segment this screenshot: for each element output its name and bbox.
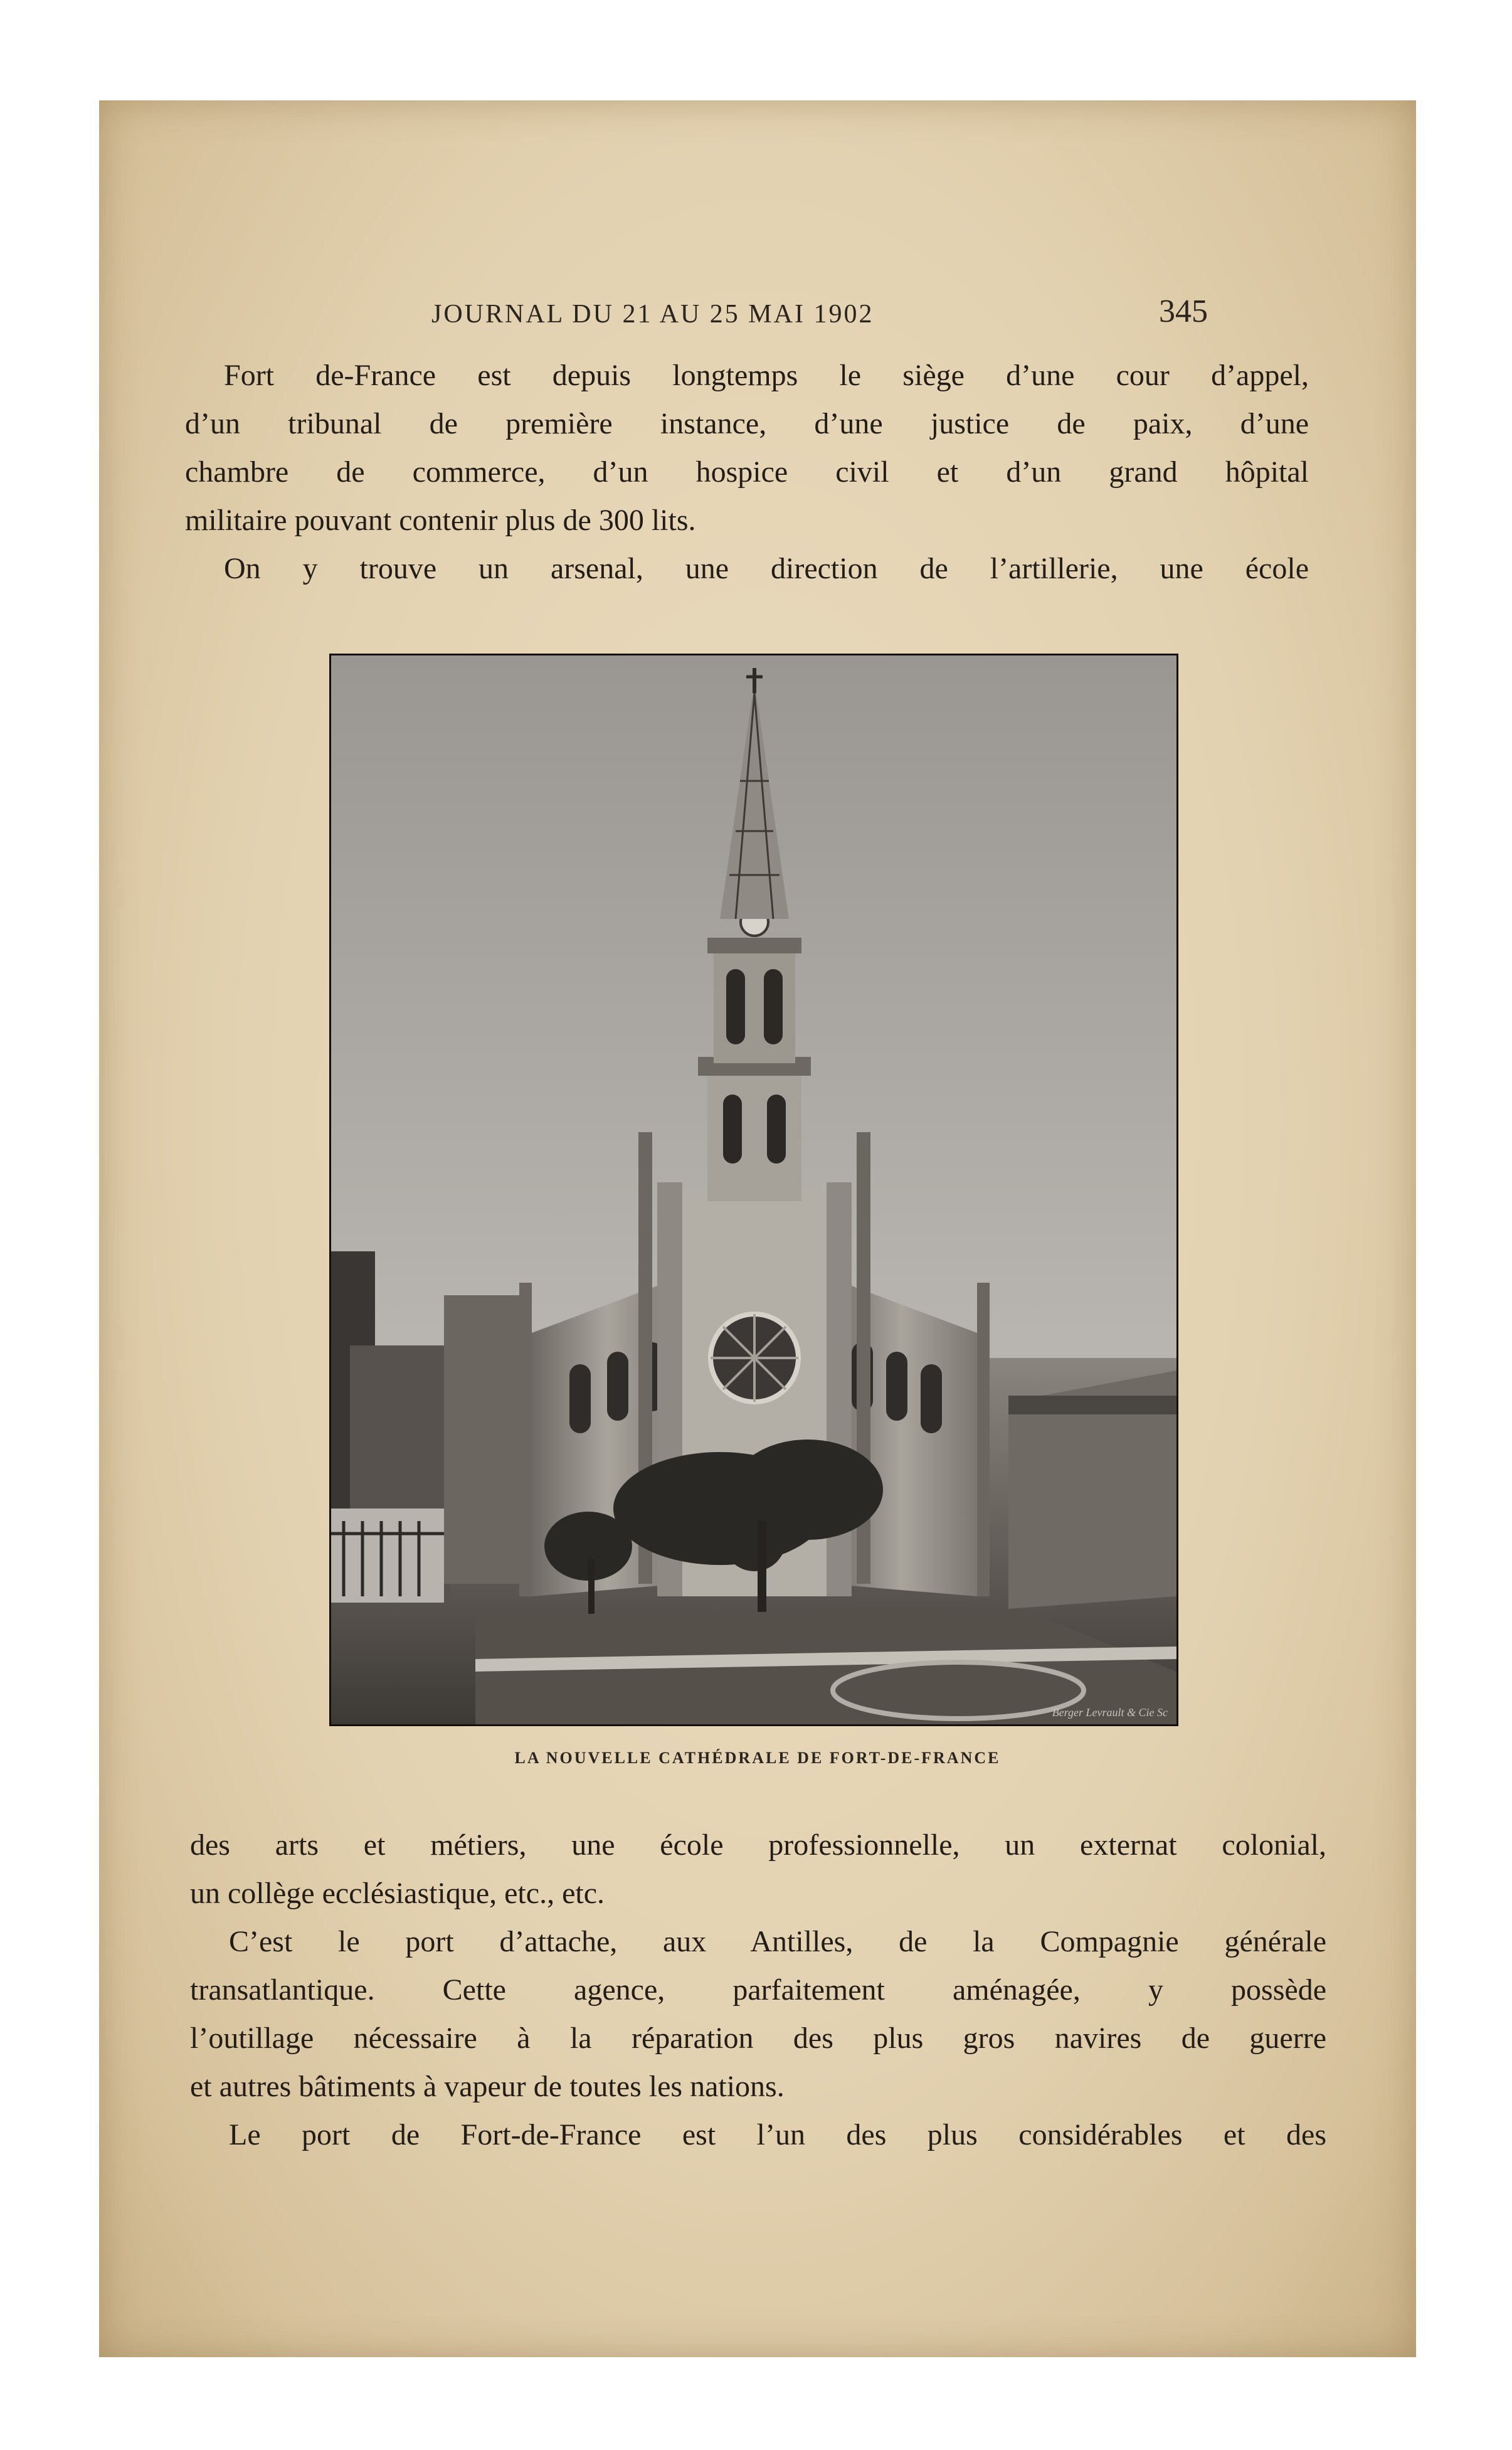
paragraph-line: On y trouve un arsenal, une direction de l’artillerie, une école	[224, 552, 1309, 585]
paragraph-line: militaire pouvant contenir plus de 300 lits.	[185, 504, 696, 537]
paragraph-line: transatlantique. Cette agence, parfaitement aménagée, y possède	[190, 1973, 1326, 2007]
page-header	[99, 292, 1416, 336]
paragraph-line: Fort de-France est depuis longtemps le siège d’une cour d’appel,	[224, 359, 1309, 392]
paragraph-line: d’un tribunal de première instance, d’une justice de paix, d’une	[185, 407, 1309, 440]
photo-credit: Berger Levrault & Cie Sc	[1052, 1706, 1168, 1719]
paragraph-line: l’outillage nécessaire à la réparation des plus gros navires de guerre	[190, 2022, 1326, 2055]
paragraph-line: des arts et métiers, une école professionnelle, un externat colonial,	[190, 1828, 1326, 1862]
paragraph-line: et autres bâtiments à vapeur de toutes les nations.	[190, 2070, 785, 2103]
text-block-bottom	[190, 1752, 1326, 2159]
running-title: JOURNAL DU 21 AU 25 MAI 1902	[431, 300, 874, 329]
cathedral-illustration	[331, 655, 1176, 1724]
paragraph-line: chambre de commerce, d’un hospice civil et d’un grand hôpital	[185, 455, 1309, 489]
text-block-top	[185, 351, 1309, 593]
book-page	[99, 100, 1416, 2357]
paragraph-line: C’est le port d’attache, aux Antilles, de la Compagnie générale	[229, 1925, 1326, 1958]
paragraph-line: un collège ecclésiastique, etc., etc.	[190, 1877, 605, 1910]
cathedral-photograph	[329, 654, 1178, 1726]
page-number: 345	[1159, 294, 1208, 329]
paragraph-line: Le port de Fort-de-France est l’un des plus considérables et des	[229, 2118, 1326, 2151]
figure-caption: LA NOUVELLE CATHÉDRALE DE FORT-DE-FRANCE	[514, 1749, 1001, 1767]
